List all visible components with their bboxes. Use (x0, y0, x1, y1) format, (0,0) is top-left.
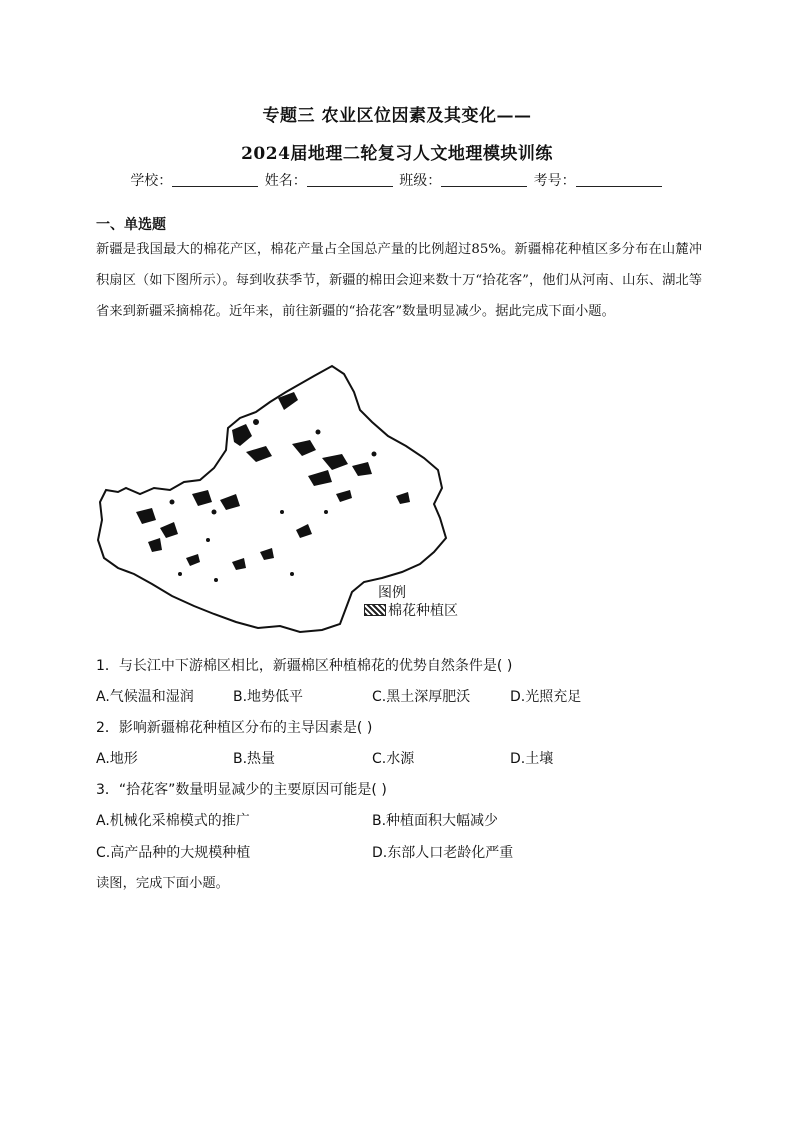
question-3-option-c[interactable]: C.高产品种的大规模种植 (96, 845, 251, 861)
name-blank[interactable] (307, 172, 393, 187)
document-title-line1: 专题三 农业区位因素及其变化—— (262, 106, 532, 126)
question-3-option-b[interactable]: B.种植面积大幅减少 (372, 813, 499, 829)
document-title-line2: 2024届地理二轮复习人文地理模块训练 (241, 144, 553, 164)
school-blank[interactable] (172, 172, 258, 187)
student-info-row (0, 170, 794, 190)
question-3-stem: 3．“拾花客”数量明显减少的主要原因可能是( ) (96, 782, 387, 798)
class-blank[interactable] (441, 172, 527, 187)
question-3-option-d[interactable]: D.东部人口老龄化严重 (372, 845, 514, 861)
question-2-option-a[interactable]: A.地形 (96, 751, 138, 767)
question-1-option-b[interactable]: B.地势低平 (233, 689, 304, 705)
question-1-stem: 1．与长江中下游棉区相比，新疆棉区种植棉花的优势自然条件是( ) (96, 658, 513, 674)
question-3-option-a[interactable]: A.机械化采棉模式的推广 (96, 813, 250, 829)
question-1-option-a[interactable]: A.气候温和湿润 (96, 689, 194, 705)
school-label: 学校： (130, 173, 173, 189)
section-heading: 一、单选题 (96, 217, 166, 233)
question-1-option-c[interactable]: C.黑土深厚肥沃 (372, 689, 471, 705)
xinjiang-cotton-map (96, 362, 478, 634)
exam-no-label: 考号： (533, 173, 576, 189)
question-2-stem: 2．影响新疆棉花种植区分布的主导因素是( ) (96, 720, 373, 736)
question-2-option-b[interactable]: B.热量 (233, 751, 276, 767)
legend-item (364, 600, 458, 620)
question-1-option-d[interactable]: D.光照充足 (510, 689, 582, 705)
exam-no-blank[interactable] (576, 172, 662, 187)
passage-text: 新疆是我国最大的棉花产区，棉花产量占全国总产量的比例超过85%。新疆棉花种植区多分布在山麓冲积扇区（如下图所示）。每到收获季节，新疆的棉田会迎来数十万“拾花客”，他们从河南、山东、湖北等省来到新疆采摘棉花。近年来，前往新疆的“拾花客”数量明显减少。据此完成下面小题。 (96, 242, 702, 319)
question-2-option-c[interactable]: C.水源 (372, 751, 415, 767)
legend-title: 图例 (378, 585, 406, 601)
legend-item-label: 棉花种植区 (388, 603, 458, 619)
question-2-option-d[interactable]: D.土壤 (510, 751, 554, 767)
next-instruction: 读图，完成下面小题。 (96, 876, 229, 891)
name-label: 姓名： (264, 173, 307, 189)
cotton-area-swatch-icon (364, 604, 386, 616)
class-label: 班级： (399, 173, 442, 189)
